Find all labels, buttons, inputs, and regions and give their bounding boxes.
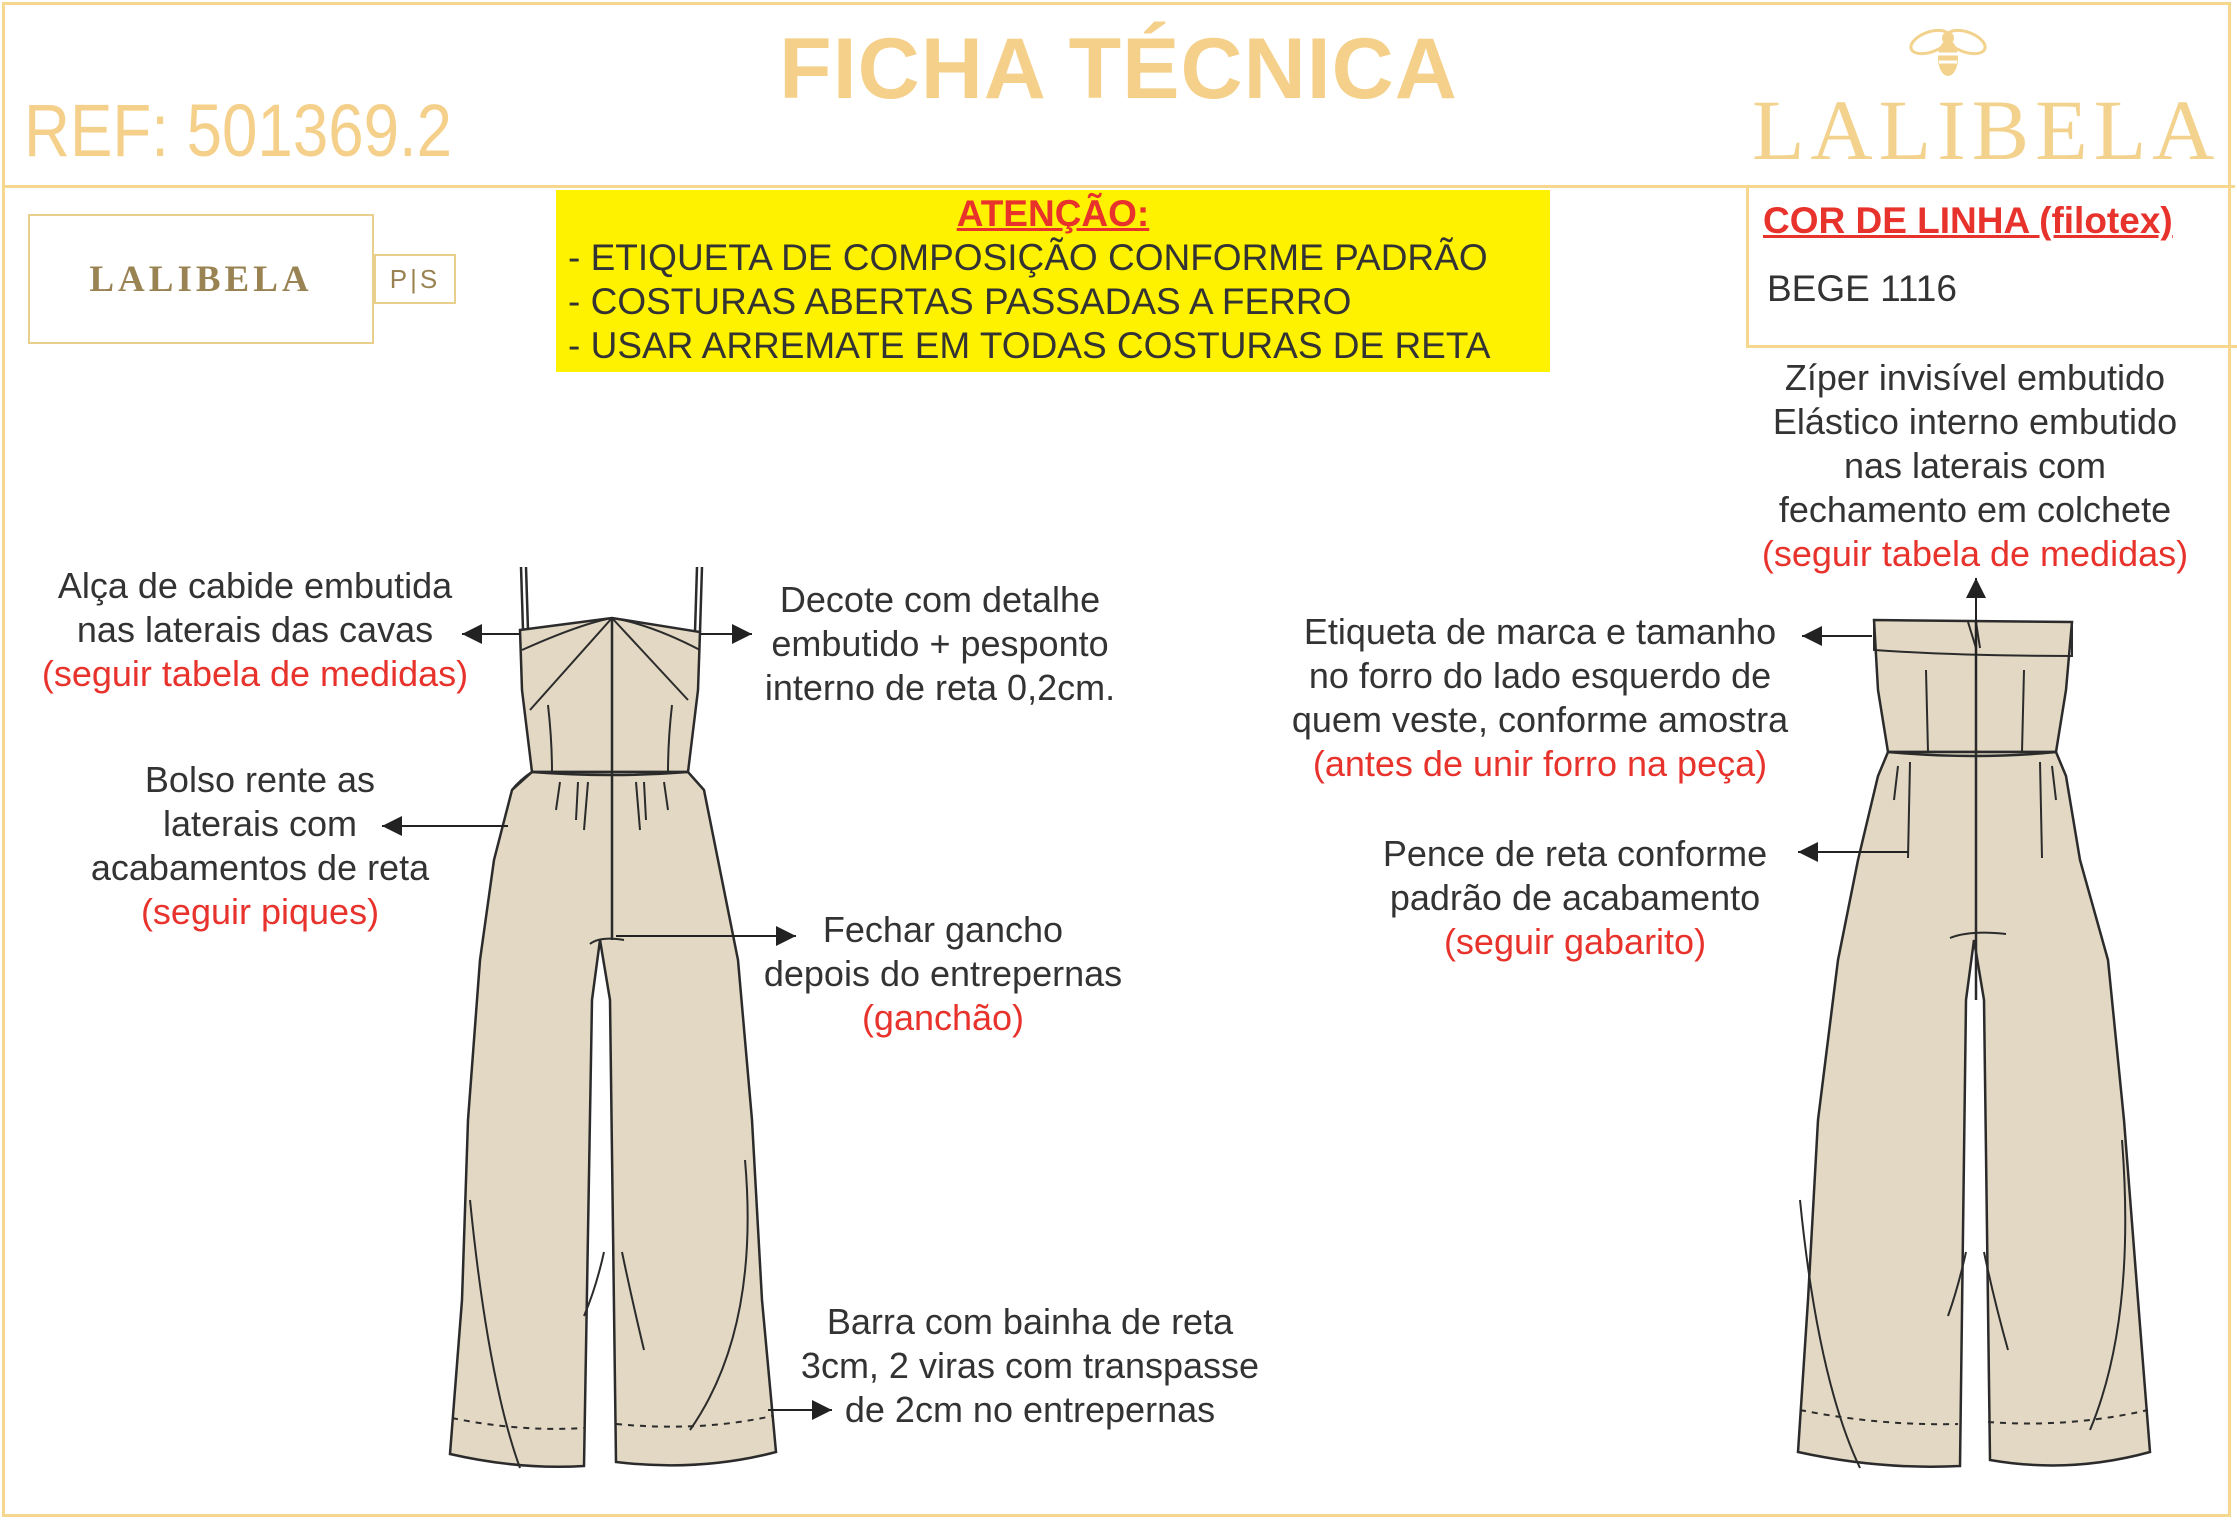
note-red: (seguir tabela de medidas)	[1761, 533, 2189, 574]
attention-line: - COSTURAS ABERTAS PASSADAS A FERRO	[568, 281, 1352, 322]
note-line: no forro do lado esquerdo de	[1308, 655, 1772, 696]
attention-line: - USAR ARREMATE EM TODAS COSTURAS DE RETA	[568, 325, 1491, 366]
note-line: depois do entrepernas	[763, 953, 1123, 994]
reference-code: REF: 501369.2	[24, 89, 453, 172]
note-hem	[770, 1300, 1290, 1432]
note-brand-label	[1260, 610, 1820, 786]
note-dart	[1340, 832, 1810, 964]
note-line: Etiqueta de marca e tamanho	[1303, 611, 1777, 652]
note-strap	[20, 564, 490, 696]
note-neckline	[735, 578, 1145, 710]
sheet-title: FICHA TÉCNICA	[779, 21, 1458, 117]
note-red: (seguir gabarito)	[1443, 921, 1707, 962]
note-line: Decote com detalhe	[779, 579, 1101, 620]
note-pocket	[60, 758, 460, 934]
note-line: de 2cm no entrepernas	[844, 1389, 1216, 1430]
note-line: Barra com bainha de reta	[826, 1301, 1234, 1342]
note-line: padrão de acabamento	[1389, 877, 1761, 918]
label-tag-size: P|S	[374, 254, 456, 304]
attention-line: - ETIQUETA DE COMPOSIÇÃO CONFORME PADRÃO	[568, 237, 1488, 278]
label-tag-brand: LALIBELA	[28, 214, 374, 344]
note-line: nas laterais das cavas	[76, 609, 434, 650]
note-red: (ganchão)	[861, 997, 1025, 1038]
note-line: fechamento em colchete	[1778, 489, 2172, 530]
note-line: Fechar gancho	[822, 909, 1064, 950]
note-line: nas laterais com	[1843, 445, 2107, 486]
note-line: embutido + pesponto	[771, 623, 1109, 664]
note-line: laterais com	[162, 803, 358, 844]
note-line: Alça de cabide embutida	[57, 565, 453, 606]
attention-title: ATENÇÃO:	[956, 193, 1150, 234]
thread-color-value: BEGE 1116	[1767, 268, 1957, 309]
note-line: Pence de reta conforme	[1382, 833, 1768, 874]
note-red: (seguir piques)	[140, 891, 380, 932]
note-zipper	[1730, 356, 2220, 576]
note-red: (antes de unir forro na peça)	[1312, 743, 1768, 784]
note-line: Elástico interno embutido	[1772, 401, 2178, 442]
note-line: Zíper invisível embutido	[1784, 357, 2166, 398]
note-line: quem veste, conforme amostra	[1291, 699, 1789, 740]
note-red: (seguir tabela de medidas)	[41, 653, 469, 694]
front-view-drawing	[450, 567, 776, 1468]
note-line: 3cm, 2 viras com transpasse	[800, 1345, 1260, 1386]
note-crotch	[738, 908, 1148, 1040]
back-view-drawing	[1798, 620, 2150, 1468]
brand-logo: LALIBELA	[1752, 82, 2221, 178]
thread-color-title: COR DE LINHA (filotex)	[1763, 200, 2173, 241]
note-line: interno de reta 0,2cm.	[764, 667, 1116, 708]
note-line: Bolso rente as	[144, 759, 376, 800]
note-line: acabamentos de reta	[90, 847, 430, 888]
